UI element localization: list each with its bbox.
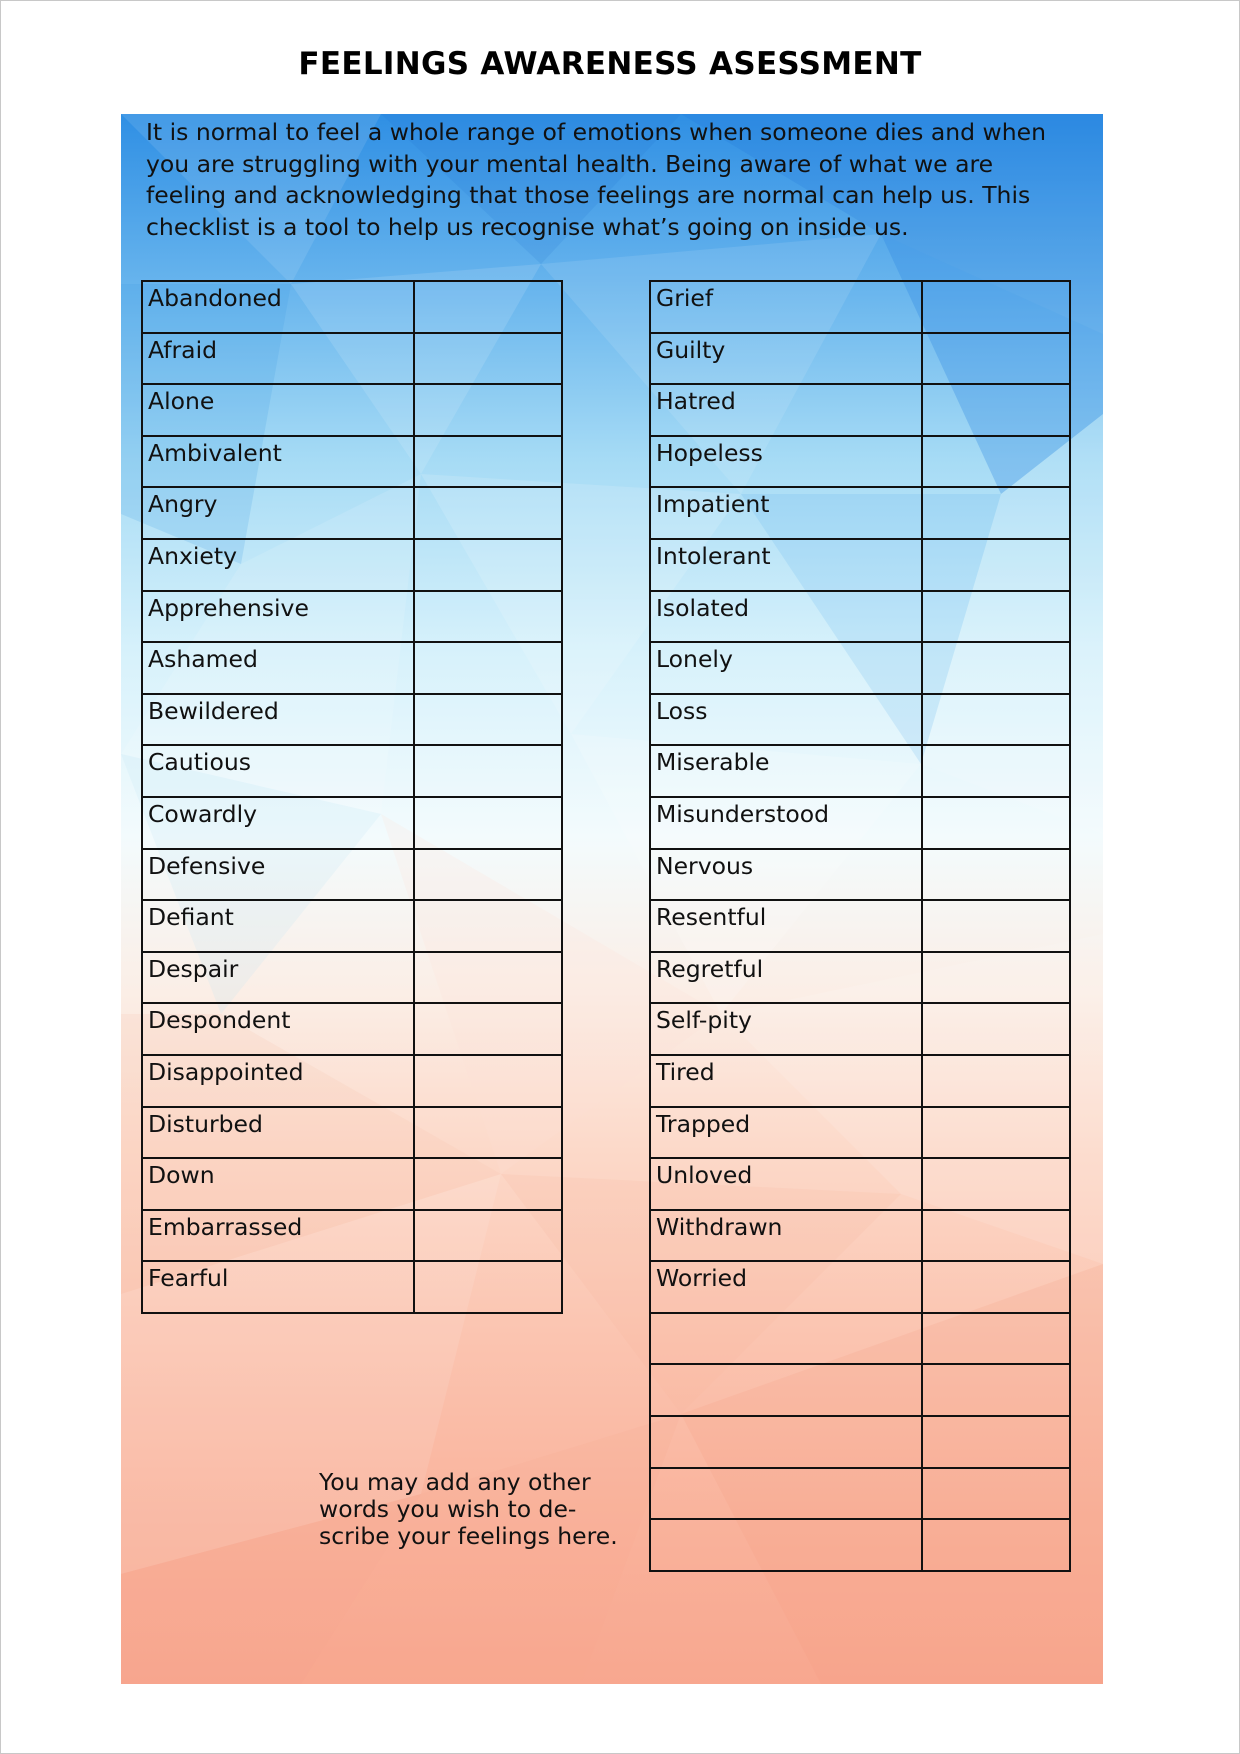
feeling-label: Unloved	[650, 1158, 922, 1210]
feeling-checkbox-cell[interactable]	[414, 1261, 562, 1313]
feeling-row	[142, 694, 562, 746]
feeling-label	[650, 1364, 922, 1416]
feeling-label: Abandoned	[142, 281, 414, 333]
feeling-row	[650, 900, 1070, 952]
feeling-label: Embarrassed	[142, 1210, 414, 1262]
feeling-checkbox-cell[interactable]	[414, 333, 562, 385]
feeling-checkbox-cell[interactable]	[922, 694, 1070, 746]
feeling-row	[142, 745, 562, 797]
feeling-checkbox-cell[interactable]	[922, 1468, 1070, 1520]
feeling-row	[650, 1261, 1070, 1313]
feeling-row	[650, 591, 1070, 643]
feeling-row	[650, 1519, 1070, 1571]
feeling-row	[650, 539, 1070, 591]
feeling-checkbox-cell[interactable]	[922, 1313, 1070, 1365]
feeling-label: Loss	[650, 694, 922, 746]
feeling-label: Misunderstood	[650, 797, 922, 849]
feeling-label	[650, 1416, 922, 1468]
feeling-checkbox-cell[interactable]	[922, 1003, 1070, 1055]
feeling-checkbox-cell[interactable]	[922, 642, 1070, 694]
feeling-row	[142, 1210, 562, 1262]
feeling-checkbox-cell[interactable]	[414, 384, 562, 436]
feeling-row	[142, 952, 562, 1004]
feeling-row	[142, 1055, 562, 1107]
feeling-label: Defensive	[142, 849, 414, 901]
feeling-row	[142, 281, 562, 333]
additional-words-note: You may add any other words you wish to de-scribe your feelings here.	[319, 1468, 618, 1550]
feeling-label	[650, 1313, 922, 1365]
feeling-checkbox-cell[interactable]	[414, 900, 562, 952]
feeling-checkbox-cell[interactable]	[922, 487, 1070, 539]
feeling-row	[650, 1003, 1070, 1055]
feeling-row	[650, 281, 1070, 333]
feeling-label: Hopeless	[650, 436, 922, 488]
feeling-row	[650, 487, 1070, 539]
feeling-label: Despair	[142, 952, 414, 1004]
intro-paragraph: It is normal to feel a whole range of emotions when someone dies and when you are struggling with your mental health. Being aware of what we are feeling and acknowledging that those feelings are normal can help us. This checklist is a tool to help us recognise what’s going on inside us.	[146, 118, 1046, 241]
feeling-label: Intolerant	[650, 539, 922, 591]
feeling-row	[650, 1055, 1070, 1107]
feeling-row	[650, 952, 1070, 1004]
feeling-row	[650, 333, 1070, 385]
feeling-row	[650, 1107, 1070, 1159]
feeling-checkbox-cell[interactable]	[414, 745, 562, 797]
feeling-label: Hatred	[650, 384, 922, 436]
feeling-label: Angry	[142, 487, 414, 539]
feeling-checkbox-cell[interactable]	[414, 281, 562, 333]
feeling-label: Alone	[142, 384, 414, 436]
feeling-checkbox-cell[interactable]	[414, 591, 562, 643]
feeling-label: Trapped	[650, 1107, 922, 1159]
feeling-row	[650, 849, 1070, 901]
feeling-label: Grief	[650, 281, 922, 333]
feeling-checkbox-cell[interactable]	[922, 849, 1070, 901]
feeling-label: Bewildered	[142, 694, 414, 746]
feeling-row	[650, 436, 1070, 488]
feeling-row	[650, 745, 1070, 797]
feeling-row	[142, 642, 562, 694]
feeling-label: Tired	[650, 1055, 922, 1107]
feeling-row	[142, 436, 562, 488]
feeling-label: Afraid	[142, 333, 414, 385]
feeling-label: Impatient	[650, 487, 922, 539]
feeling-label: Lonely	[650, 642, 922, 694]
feeling-label: Ashamed	[142, 642, 414, 694]
feeling-checkbox-cell[interactable]	[414, 436, 562, 488]
feeling-label: Self-pity	[650, 1003, 922, 1055]
feeling-label: Withdrawn	[650, 1210, 922, 1262]
feeling-checkbox-cell[interactable]	[414, 487, 562, 539]
feeling-row	[650, 797, 1070, 849]
feeling-label: Cautious	[142, 745, 414, 797]
feeling-checkbox-cell[interactable]	[414, 849, 562, 901]
feelings-checklist-right	[649, 280, 1071, 1572]
feeling-row	[142, 1158, 562, 1210]
feeling-label: Down	[142, 1158, 414, 1210]
feeling-checkbox-cell[interactable]	[922, 1107, 1070, 1159]
feeling-checkbox-cell[interactable]	[922, 1519, 1070, 1571]
feeling-checkbox-cell[interactable]	[922, 952, 1070, 1004]
feeling-row	[650, 1158, 1070, 1210]
feeling-label	[650, 1468, 922, 1520]
feeling-row	[142, 849, 562, 901]
feeling-label: Anxiety	[142, 539, 414, 591]
feeling-row	[142, 384, 562, 436]
feeling-checkbox-cell[interactable]	[922, 1055, 1070, 1107]
feeling-row	[650, 1210, 1070, 1262]
feeling-row	[142, 591, 562, 643]
feeling-checkbox-cell[interactable]	[414, 1158, 562, 1210]
feeling-checkbox-cell[interactable]	[414, 1003, 562, 1055]
feeling-checkbox-cell[interactable]	[922, 333, 1070, 385]
feeling-checkbox-cell[interactable]	[922, 1364, 1070, 1416]
feeling-checkbox-cell[interactable]	[414, 539, 562, 591]
feeling-row	[650, 642, 1070, 694]
feeling-label: Miserable	[650, 745, 922, 797]
feeling-row	[650, 1468, 1070, 1520]
feeling-checkbox-cell[interactable]	[922, 539, 1070, 591]
feeling-checkbox-cell[interactable]	[922, 797, 1070, 849]
feelings-checklist-left	[141, 280, 563, 1314]
feeling-row	[650, 694, 1070, 746]
feeling-label: Disturbed	[142, 1107, 414, 1159]
feeling-label: Ambivalent	[142, 436, 414, 488]
feeling-row	[142, 900, 562, 952]
feeling-label: Nervous	[650, 849, 922, 901]
feeling-label: Resentful	[650, 900, 922, 952]
feeling-row	[142, 1107, 562, 1159]
feeling-checkbox-cell[interactable]	[922, 1416, 1070, 1468]
feeling-row	[142, 539, 562, 591]
feeling-checkbox-cell[interactable]	[414, 1055, 562, 1107]
feeling-checkbox-cell[interactable]	[922, 900, 1070, 952]
feeling-label: Regretful	[650, 952, 922, 1004]
feeling-label: Guilty	[650, 333, 922, 385]
feeling-label: Worried	[650, 1261, 922, 1313]
feeling-label: Defiant	[142, 900, 414, 952]
feeling-checkbox-cell[interactable]	[414, 642, 562, 694]
feeling-label: Apprehensive	[142, 591, 414, 643]
feeling-row	[142, 1261, 562, 1313]
feeling-row	[142, 487, 562, 539]
feeling-row	[650, 1416, 1070, 1468]
feeling-row	[142, 1003, 562, 1055]
feeling-row	[142, 797, 562, 849]
feeling-checkbox-cell[interactable]	[414, 1107, 562, 1159]
feeling-row	[650, 384, 1070, 436]
feeling-label	[650, 1519, 922, 1571]
feeling-checkbox-cell[interactable]	[414, 952, 562, 1004]
feeling-row	[142, 333, 562, 385]
feeling-checkbox-cell[interactable]	[922, 436, 1070, 488]
feeling-checkbox-cell[interactable]	[922, 591, 1070, 643]
feeling-checkbox-cell[interactable]	[414, 797, 562, 849]
feeling-row	[650, 1313, 1070, 1365]
feeling-checkbox-cell[interactable]	[922, 1158, 1070, 1210]
feeling-checkbox-cell[interactable]	[414, 1210, 562, 1262]
feeling-label: Fearful	[142, 1261, 414, 1313]
feeling-label: Cowardly	[142, 797, 414, 849]
feeling-checkbox-cell[interactable]	[922, 384, 1070, 436]
feeling-label: Despondent	[142, 1003, 414, 1055]
feeling-checkbox-cell[interactable]	[922, 1261, 1070, 1313]
feeling-label: Disappointed	[142, 1055, 414, 1107]
feeling-row	[650, 1364, 1070, 1416]
feeling-checkbox-cell[interactable]	[922, 1210, 1070, 1262]
feeling-label: Isolated	[650, 591, 922, 643]
feeling-checkbox-cell[interactable]	[414, 694, 562, 746]
feeling-checkbox-cell[interactable]	[922, 281, 1070, 333]
feeling-checkbox-cell[interactable]	[922, 745, 1070, 797]
page-title: FEELINGS AWARENESS ASESSMENT	[298, 46, 922, 82]
